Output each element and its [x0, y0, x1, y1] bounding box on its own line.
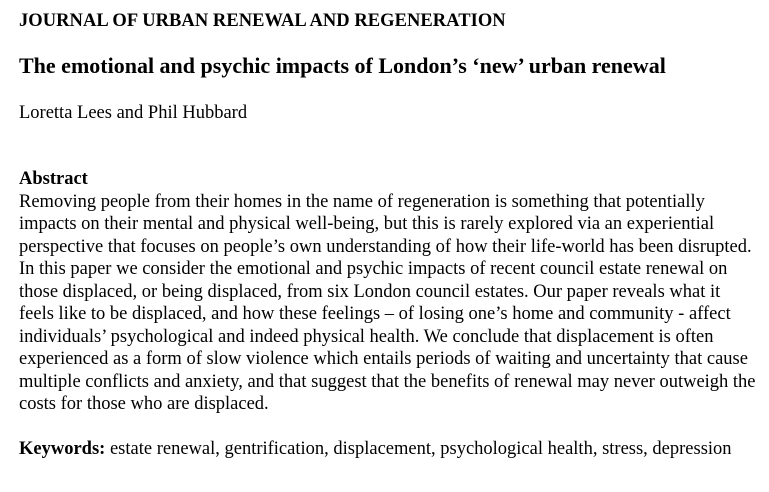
- keywords-text: estate renewal, gentrification, displacement, psychological health, stress, depression: [109, 439, 732, 459]
- abstract-section: [19, 168, 757, 416]
- keywords-label: Keywords:: [19, 439, 106, 459]
- abstract-heading: Abstract: [19, 169, 88, 189]
- keywords-section: [19, 438, 759, 461]
- author-list: Loretta Lees and Phil Hubbard: [19, 103, 248, 123]
- paper-title: The emotional and psychic impacts of London’s ‘new’ urban renewal: [19, 53, 666, 78]
- journal-name: JOURNAL OF URBAN RENEWAL AND REGENERATION: [19, 11, 506, 31]
- abstract-text: Removing people from their homes in the name of regeneration is something that potentially impacts on their mental and physical well-being, but this is rarely explored via an experiential perspective that focuses on people’s own understanding of how their life-world has been disrupted. In this paper we consider the emotional and psychic impacts of recent council estate renewal on those displaced, or being displaced, from six London council estates. Our paper reveals what it feels like to be displaced, and how these feelings – of losing one’s home and community - affect individuals’ psychological and indeed physical health. We conclude that displacement is often experienced as a form of slow violence which entails periods of waiting and uncertainty that cause multiple conflicts and anxiety, and that suggest that the benefits of renewal may never outweigh the costs for those who are displaced.: [19, 191, 756, 414]
